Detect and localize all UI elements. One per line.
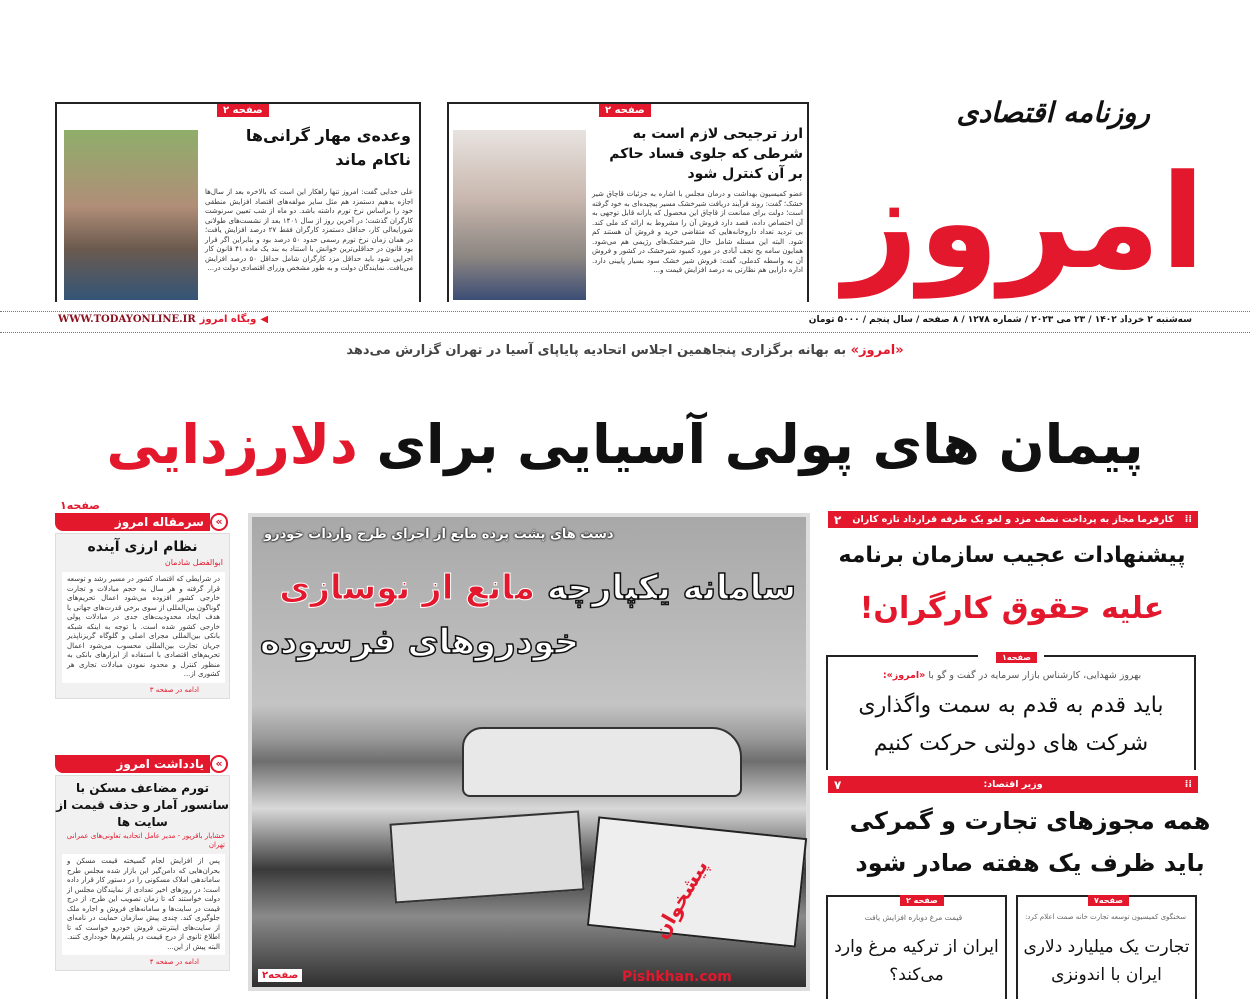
lead-headline[interactable] <box>40 400 1210 490</box>
story-headline[interactable]: پیشنهادات عجیب سازمان برنامه <box>838 543 1186 568</box>
masthead-subtitle: روزنامه اقتصادی <box>956 96 1150 129</box>
editorial-bar <box>55 513 210 531</box>
lead-kicker <box>300 343 950 358</box>
divider <box>0 332 1250 333</box>
story-kicker: قیمت مرغ دوباره افزایش یافت <box>864 913 963 922</box>
headline-black: پیمان های پولی آسیایی برای <box>376 413 1144 476</box>
page-tag[interactable]: صفحه ۲ <box>900 895 944 906</box>
continued-link[interactable]: ادامه در صفحه ۴ <box>149 958 199 966</box>
editorial-box[interactable] <box>55 533 230 699</box>
story-headline[interactable]: تجارت یک میلیارد دلاری ایران با اندونزی <box>1023 937 1190 985</box>
author: ابوالفضل شادمان <box>164 558 223 567</box>
story-title[interactable]: وعده‌ی مهار گرانی‌ها ناکام ماند <box>245 126 411 169</box>
masthead-logo <box>835 60 1205 310</box>
story-title[interactable]: ارز ترجیحی لازم است به شرطی که جلوی فساد حاکم بر آن کنترل شود <box>609 126 803 182</box>
story-headline[interactable]: ایران از ترکیه مرغ وارد می‌کند؟ <box>834 937 999 985</box>
arrow-icon: ◀ <box>260 314 269 325</box>
note-title[interactable]: تورم مضاعف مسکن با سانسور آمار و حذف قیمت از سایت ها <box>56 781 229 829</box>
story-headline-red[interactable]: علیه حقوق کارگران! <box>859 591 1165 626</box>
story-2-box[interactable] <box>826 655 1196 770</box>
story-4-box[interactable] <box>1016 895 1197 999</box>
section-title: سرمقاله امروز <box>114 515 204 529</box>
scrap-cars-photo <box>252 517 806 987</box>
dots-icon: ⁞⁞ <box>1184 779 1192 790</box>
page-tag[interactable]: صفحه ۲ <box>217 104 269 117</box>
page-tag[interactable]: صفحه۷ <box>1088 895 1129 906</box>
story-5-box[interactable] <box>826 895 1007 999</box>
author: خشایار باقرپور - مدیر عامل اتحادیه تعاونی‌های عمرانی تهران <box>66 832 225 849</box>
kicker-brand: «امروز»: <box>882 670 926 681</box>
photo-headline[interactable] <box>260 561 796 669</box>
date-line: سه‌شنبه ۲ خرداد ۱۴۰۲ / ۲۳ می ۲۰۲۳ / شماره ۱۲۷۸ / ۸ صفحه / سال پنجم / ۵۰۰۰ تومان <box>808 315 1192 325</box>
logo-text: امروز <box>843 146 1205 298</box>
editorial-body: در شرایطی که اقتصاد کشور در مسیر رشد و توسعه قرار گرفته و هر سال به حجم مبادلات و تجارت خارجی کشور افزوده می‌شود اعمال تحریم‌های گوناگون بین‌المللی از سوی برخی قدرت‌های جهانی با هدف ایجاد محدودیت‌های جدی در مبادلات پولی خارجی کشور شده است. با توجه به اینکه شبکه بانکی بین‌المللی مجرای اصلی و گلوگاه گریزناپذیر جریان تجارت بین‌المللی محسوب می‌شود اعمال تحریم‌های اقتصادی با استفاده از ابزارهای بانکی به منظور کنترل و محدود نمودن مبادلات تجاری هر کشوری از... <box>62 572 225 683</box>
section-title: یادداشت امروز <box>116 757 204 771</box>
page-tag[interactable]: صفحه۲ <box>258 969 302 982</box>
bar-text: وزیر اقتصاد: <box>983 779 1043 790</box>
page-number: ۲ <box>834 512 842 527</box>
website-link[interactable] <box>58 314 268 325</box>
chevron-icon: « <box>210 755 228 773</box>
page-tag[interactable]: صفحه ۲ <box>599 104 651 117</box>
divider <box>0 311 1250 312</box>
note-body: پس از افزایش لجام گسیخته قیمت مسکن و بحران‌هایی که دامن‌گیر این بازار شده مجلس طرح ساماندهی املاک مسکونی را در دستور کار قرار داده است؛ در روزهای اخیر تعدادی از نمایندگان مجلس از دولت خواستند که تا زمان تصویب این طرح، از درج قیمت در سایت‌ها و سامانه‌های فروش و اجاره ملک جلوگیری کند. چندی پیش سازمان حمایت در نامه‌ای از سایت‌های اینترنتی فروش خودرو خواست که تا اطلاع ثانوی از درج قیمت در پلتفرم‌ها خودداری کنند. البته پیش از این... <box>62 854 225 955</box>
headline-white: خودروهای فرسوده <box>260 622 579 662</box>
story-photo <box>453 130 586 300</box>
car-shape <box>389 810 584 903</box>
story-body: علی خدایی گفت: امروز تنها راهکار این است که بالاخره بعد از سال‌ها اجازه بدهیم دستمزد هم مثل سایر مولفه‌های اقتصاد افزایش منطقی خود را براساس نرخ تورم داشته باشد. دو ماه از شب تعیین سرنوشت کارگران گذشت؛ در آخرین روز از سال ۱۴۰۱ بعد از نشست‌های طولانی شورایعالی کار، حداقل دستمزد کارگران فقط ۲۷ درصد افزایش یافت؛ در همان زمان نرخ تورم رسمی حدود ۵۰ درصد بود و بنابراین اگر قرار بود قانون در حداقلی‌ترین خوانش با استناد به بند یک ماده ۴۱ قانون کار اجرایی شود باید حداقل مزد کارگران شامل حداقل ۵۰ درصد افزایش می‌یافت. نمایندگان دولت و به طور مشخص وزرای اقتصادی دولت در... <box>205 188 414 272</box>
kicker-text: بهروز شهدایی، کارشناس بازار سرمایه در گفت و گو با <box>928 670 1142 681</box>
watermark-url: Pishkhan.com <box>622 969 732 985</box>
chevron-icon: « <box>210 513 228 531</box>
note-box[interactable] <box>55 775 230 971</box>
editorial-title[interactable]: نظام ارزی آینده <box>87 539 198 555</box>
story-photo <box>64 130 198 300</box>
story-body: عضو کمیسیون بهداشت و درمان مجلس با اشاره به جزئیات قاچاق شیر خشک؛ گفت: روند فرآیند دریافت شیرخشک مسیر پیچیده‌ای به خود گرفته است؛ دولت برای ممانعت از قاچاق این محصول که یارانه قابل توجهی به آن اختصاص داده، قصد دارد فروش آن را مشروط به ارائه کد ملی کند. بی تردید تعداد داروخانه‌هایی که متقاضی خرید و فروش آن هستند کم شود. البته این مسئله شامل حال شیرخشک‌های رژیمی هم می‌شود. همایون سامه یح نجف آبادی در مورد کمبود شیرخشک در کشور و فروش آن به واسطه کدملی، گفت: فروش شیر خشک سود بسیار پایینی دارد. اداره دارایی هم نظارتی به درصد افزایش قیمت و... <box>592 190 803 274</box>
story-kicker <box>838 669 1186 682</box>
top-story-2[interactable] <box>55 102 421 302</box>
dots-icon: ⁞⁞ <box>1184 514 1192 525</box>
story-bar <box>828 776 1198 793</box>
story-bar <box>828 511 1198 528</box>
headline-red: دلارزدایی <box>106 413 358 476</box>
divider <box>828 655 978 657</box>
top-story-1[interactable] <box>447 102 809 302</box>
story-headline[interactable]: باید قدم به قدم به سمت واگذاری شرکت های دولتی حرکت کنیم <box>858 693 1164 756</box>
page-tag[interactable]: صفحه۱ <box>996 652 1037 663</box>
kicker-brand: «امروز» <box>850 343 904 358</box>
page-number: ۷ <box>834 777 842 792</box>
divider <box>1044 655 1194 657</box>
story-headline[interactable]: همه مجوزهای تجارت و گمرکی باید ظرف یک هفته صادر شود <box>849 807 1211 877</box>
bar-text: کارفرما مجاز به پرداخت نصف مزد و لغو یک طرفه قرارداد تازه کاران <box>852 514 1174 525</box>
headline-white: سامانه یکپارچه <box>546 568 796 608</box>
page-tag[interactable]: صفحه۱ <box>60 499 100 512</box>
continued-link[interactable]: ادامه در صفحه ۳ <box>149 685 199 694</box>
note-bar <box>55 755 210 773</box>
photo-kicker: دست های پشت پرده مانع از اجرای طرح واردات خودرو <box>264 527 614 542</box>
watermark: پیشخوان <box>648 855 713 943</box>
website-url[interactable]: WWW.TODAYONLINE.IR <box>58 314 196 325</box>
car-shape <box>462 727 742 797</box>
story-kicker: سخنگوی کمیسیون توسعه تجارت خانه صمت اعلام کرد: <box>1024 913 1187 921</box>
center-photo[interactable] <box>248 513 810 991</box>
headline-red: مانع از نوسازی <box>279 568 536 608</box>
website-label: وبگاه امروز <box>199 314 257 325</box>
kicker-text: به بهانه برگزاری پنجاهمین اجلاس اتحادیه پایاپای آسیا در تهران گزارش می‌دهد <box>346 343 847 358</box>
